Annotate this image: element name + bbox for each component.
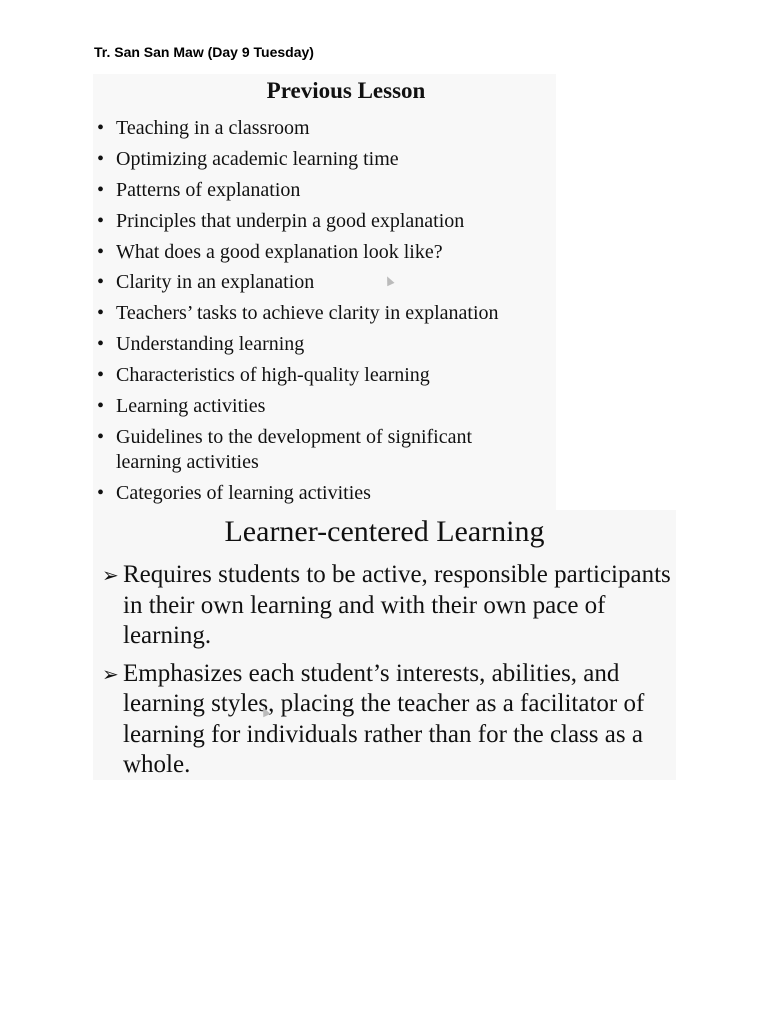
arrow-bullet-icon: ➢ — [102, 661, 119, 686]
bullet-icon: • — [97, 147, 105, 170]
bullet-icon: • — [97, 395, 105, 418]
list-item: ➢ Requires students to be active, responsible participants in their own learning and with their own pace of learning. — [102, 561, 671, 649]
list-item: ➢ Emphasizes each student’s interests, abilities, and learning styles, placing the teacher as a facilitator of learning for individuals rather than for the class as a whole. — [102, 659, 645, 778]
arrow-bullet-icon: ➢ — [102, 563, 119, 587]
list-item: • Teachers’ tasks to achieve clarity in explanation — [97, 302, 499, 325]
list-item: • Categories of learning activities — [97, 481, 371, 504]
bullet-icon: • — [97, 333, 105, 356]
list-item: • Clarity in an explanation — [97, 271, 315, 294]
bullet-icon: • — [97, 209, 105, 232]
list-item: • Characteristics of high-quality learning — [97, 364, 430, 387]
bullet-icon: • — [97, 364, 105, 387]
bullet-icon: • — [97, 271, 105, 294]
bullet-icon: • — [97, 425, 105, 448]
bullet-icon: • — [97, 117, 105, 139]
list-item: • What does a good explanation look like? — [97, 240, 443, 263]
list-item: • Learning activities — [97, 395, 266, 418]
list-item: • Understanding learning — [97, 333, 305, 356]
learner-centered-title: Learner-centered Learning — [224, 515, 545, 548]
list-item: • Principles that underpin a good explanation — [97, 209, 465, 232]
list-item: • Optimizing academic learning time — [97, 147, 399, 170]
list-item: • Patterns of explanation — [97, 178, 301, 201]
learner-centered-list — [102, 560, 672, 788]
previous-lesson-list — [96, 116, 526, 512]
bullet-icon: • — [97, 302, 105, 325]
list-item: • Guidelines to the development of significant learning activities — [97, 425, 473, 473]
page-header-note: Tr. San San Maw (Day 9 Tuesday) — [94, 44, 314, 60]
bullet-icon: • — [97, 240, 105, 263]
previous-lesson-title: Previous Lesson — [266, 78, 426, 103]
bullet-icon: • — [97, 481, 105, 504]
bullet-icon: • — [97, 178, 105, 201]
list-item: • Teaching in a classroom — [97, 117, 310, 139]
